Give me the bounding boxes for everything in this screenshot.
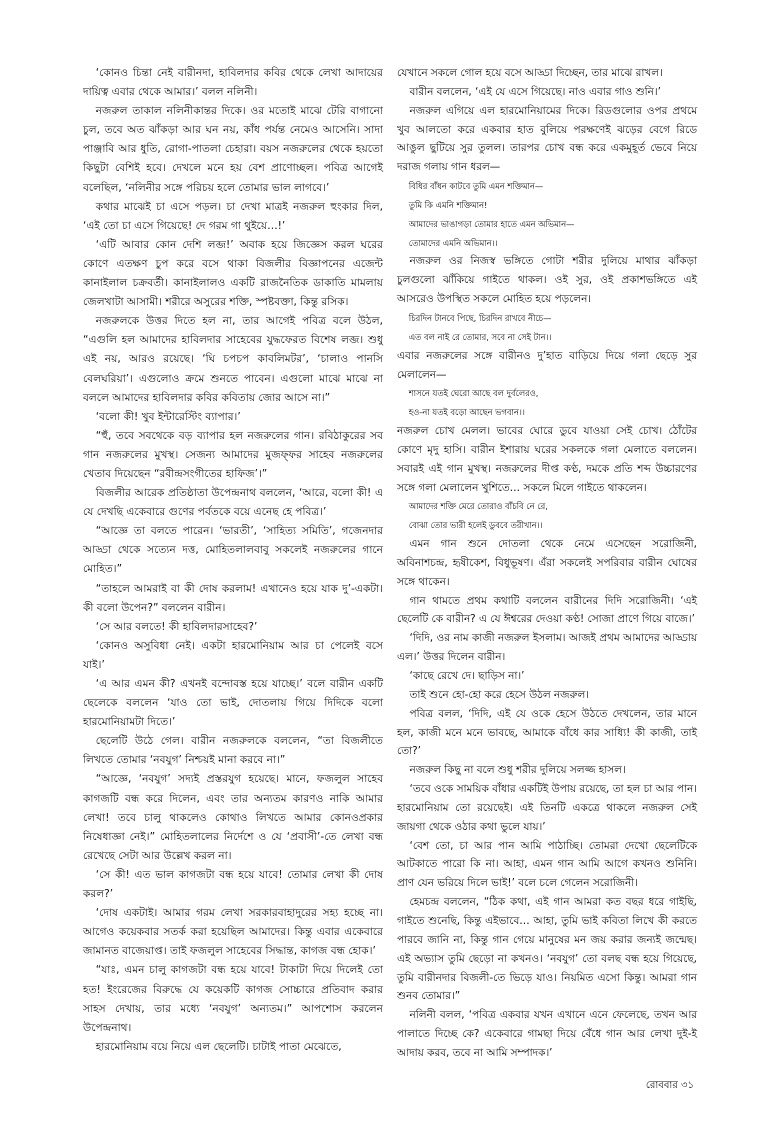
song-line: হও-না যতই বড়ো আছেন ভগবান।। xyxy=(408,407,525,418)
song-line: আমাদের শক্তি মেরে তোরাও বাঁচবি নে রে, xyxy=(408,501,548,512)
paragraph: “তাহলে আমরাই বা কী দোষ করলাম! এখানেও হয়ে যাক দু’-একটা। কী বলো উপেন?” বললেন বারীন। xyxy=(83,582,383,614)
paragraph: এমন গান শুনে দোতলা থেকে নেমে এসেছেন সরোজিনী, অবিনাশচন্দ্র, হৃষীকেশ, বিধুভূষণ। এঁরা সকলেই সপরিবার বারীন ঘোষের সঙ্গে থাকেন। xyxy=(397,538,697,588)
paragraph: ‘কাছে রেখে দে। ছাড়িস না।’ xyxy=(409,670,525,682)
paragraph: বিজলীর আরেক প্রতিষ্ঠাতা উপেন্দ্রনাথ বললেন, ‘আরে, বলো কী! এ যে দেখছি একেবারে গুণের পর্বতকে বয়ে এনেছ হে পবিত্র।’ xyxy=(83,487,383,519)
paragraph: “যাঃ, এমন চালু কাগজটা বন্ধ হয়ে যাবে! টাকাটা দিয়ে দিলেই তো হত! ইংরেজের বিরুদ্ধে যে কয়েকটি কাগজ সোচ্চারে প্রতিবাদ করার সাহস দেখায়, তার মধ্যে ‘নবযুগ’ অন্যতম।” আপশোস করলেন উপেন্দ্রনাথ। xyxy=(83,964,383,1034)
page-footer: রোববার ৩১ xyxy=(645,1080,694,1091)
right-text-column xyxy=(397,64,697,1063)
paragraph: নজরুল কিছু না বলে শুধু শরীর দুলিয়ে সলজ্জ হাসল। xyxy=(409,764,626,777)
song-verse xyxy=(397,177,697,252)
paragraph: “আজ্ঞে, ‘নবযুগ’ সদ্যই প্রস্তরযুগ হয়েছে। মানে, ফজলুল সাহেব কাগজটি বন্ধ করে দিলেন, এবং তার অন্যতম কারণও নাকি আমার লেখা! তবে চালু থাকলেও কোথাও লিখতে আমার কোনওপ্রকার নিষেধাজ্ঞা নেই।” মোহিতলালের নির্দেশে ও যে ‘প্রবাসী’-তে লেখা বন্ধ রেখেছে সেটা আর উল্লেখ করল না। xyxy=(83,773,383,862)
song-line: চিরদিন টানবে পিছে, চিরদিন রাখবে নীচে— xyxy=(408,312,552,323)
song-verse xyxy=(397,384,697,422)
paragraph: তাই শুনে হো-হো করে হেসে উঠল নজরুল। xyxy=(409,688,590,701)
song-line: আমাদের ভাঙাগড়া তোমার হাতে এমন অভিমান— xyxy=(408,218,575,229)
paragraph: যেখানে সকলে গোল হয়ে বসে আড্ডা দিচ্ছেন, তার মাঝে রাখল। xyxy=(397,67,663,79)
song-line: বিধির বাঁধন কাটবে তুমি এমন শক্তিমান— xyxy=(408,181,544,192)
paragraph: ‘তবে ওকে সাময়িক বাঁধার একটিই উপায় রয়েছে, তা হল চা আর পান। হারমোনিয়াম তো রয়েছেই। এই তিনটি একত্রে থাকলে নজরুল সেই জায়গা থেকে ওঠার কথা ভুলে যায়।’ xyxy=(397,783,697,833)
paragraph: ‘সে আর বলতে! কী হাবিলদারসাহেব?’ xyxy=(95,620,258,633)
paragraph: ‘দিদি, ওর নাম কাজী নজরুল ইসলাম। আজই প্রথম আমাদের আড্ডায় এল।’ উত্তর দিলেন বারীন। xyxy=(397,632,697,664)
paragraph: নলিনী বলল, ‘পবিত্র একবার যখন এখানে এনে ফেলেছে, তখন আর পালাতে দিচ্ছে কে? একেবারে গামছা দিয়ে বেঁধে গান আর লেখা দুই-ই আদায় করব, তবে না আমি সম্পাদক।’ xyxy=(397,1009,697,1059)
paragraph: নজরুল চোখ মেলল। ভাবের ঘোরে ডুবে যাওয়া সেই চোখ। ঠোঁটের কোণে মৃদু হাসি। বারীন ইশারায় ঘরের সকলকে গলা মেলাতে বললেন। সবারই এই গান মুখস্থ। নজরুলের দীপ্ত কণ্ঠ, দমকে প্রতি শব্দ উচ্চারণের সঙ্গে গলা মেলালেন খুশিতে… সকলে মিলে গাইতে থাকলেন। xyxy=(397,425,697,494)
paragraph: ‘সে কী! এত ভাল কাগজটা বন্ধ হয়ে যাবে! তোমার লেখা কী দোষ করল?’ xyxy=(83,868,383,901)
paragraph: নজরুলকে উত্তর দিতে হল না, তার আগেই পবিত্র বলে উঠল, “এগুলি হল আমাদের হাবিলদার সাহেবের যুদ্ধফেরত বিশেষ লব্জ। শুধু এই নয়, আরও রয়েছে। ‘ঘি চপচপ কাবলিমটর’, ‘চালাও পানসি বেলঘরিয়া’। এগুলোও ক্রমে শুনতে পাবেন। এগুলো মাঝে মাঝে না বললে আমাদের হাবিলদার কবির কবিতায় জোর আসে না।” xyxy=(83,315,383,404)
paragraph: নজরুল তাকাল নলিনীকান্তর দিকে। ওর মতোই মাঝে টেরি বাগানো চুল, তবে অত ঝাঁকড়া আর ঘন নয়, কাঁধ পর্যন্ত নেমেও আসেনি। সাদা পাঞ্জাবি আর ধুতি, রোগা-পাতলা চেহারা। বয়স নজরুলের থেকে হয়তো কিছুটা বেশিই হবে। দেখলে মনে হয় বেশ প্রাণোচ্ছল। পবিত্র আগেই বলেছিল, ‘নলিনীর সঙ্গে পরিচয় হলে তোমার ভাল লাগবে।’ xyxy=(83,105,383,194)
paragraph: ছেলেটি উঠে গেল। বারীন নজরুলকে বললেন, “তা বিজলীতে লিখতে তোমার ‘নবযুগ’ নিশ্চয়ই মানা করবে না।” xyxy=(83,735,383,767)
paragraph: ‘এটি আবার কোন দেশি লব্জ!’ অবাক হয়ে জিজ্ঞেস করল ঘরের কোণে এতক্ষণ চুপ করে বসে থাকা বিজলীর বিজ্ঞাপনের এজেন্ট কানাইলাল চক্রবর্তী। কানাইলালও একটি রাজনৈতিক ডাকাতি মামলায় জেলখাটা আসামী। শরীরে অসুরের শক্তি, স্পষ্টবক্তা, কিন্তু রসিক। xyxy=(83,238,383,309)
song-line: তোমাদের এমনি অভিমান।। xyxy=(408,237,498,248)
song-line: শাসনে যতই ঘেরো আছে বল দুর্বলেরও, xyxy=(408,388,539,399)
paragraph: ‘এ আর এমন কী? এখনই বন্দোবস্ত হয়ে যাচ্ছে।’ বলে বারীন একটি ছেলেকে বললেন ‘যাও তো ভাই, দোতলায় গিয়ে দিদিকে বলো হারমোনিয়ামটা দিতে।’ xyxy=(83,678,383,729)
paragraph: এবার নজরুলের সঙ্গে বারীনও দু’হাত বাড়িয়ে দিয়ে গলা ছেড়ে সুর মেলালেন— xyxy=(397,349,697,381)
paragraph: ‘বলো কী! খুব ইন্টারেস্টিং ব্যাপার।’ xyxy=(95,410,241,423)
paragraph: “হুঁ, তবে সবথেকে বড় ব্যাপার হল নজরুলের গান। রবিঠাকুরের সব গান নজরুলের মুখস্থ। সেজন্য আমাদের মুজফ্ফর সাহেব নজরুলের খেতাব দিয়েছেন “রবীন্দ্রসংগীতের হাফিজ’।” xyxy=(83,429,383,480)
song-line: তুমি কি এমনি শক্তিমান! xyxy=(408,199,488,210)
paragraph: “আজ্ঞে তা বলতে পারেন। ‘ভারতী’, ‘সাহিত্য সমিতি’, গজেনদার আড্ডা থেকে সত্যেন দত্ত, মোহিতলালবাবু সকলেই নজরুলের গানে মোহিত।” xyxy=(83,525,383,576)
song-line: এত বল নাই রে তোমার, সবে না সেই টান।। xyxy=(408,331,552,342)
paragraph: বারীন বললেন, ‘এই যে এসে গিয়েছে। নাও এবার গাও শুনি।’ xyxy=(409,85,661,98)
song-verse xyxy=(397,497,697,535)
paragraph: ‘বেশ তো, চা আর পান আমি পাঠাচ্ছি। তোমরা দেখো ছেলেটিকে আটকাতে পারো কি না। আহা, এমন গান আমি আগে কখনও শুনিনি। প্রাণ যেন ভরিয়ে দিলে ভাই!’ বলে চলে গেলেন সরোজিনী। xyxy=(397,839,697,890)
paragraph: ‘কোনও চিন্তা নেই বারীনদা, হাবিলদার কবির থেকে লেখা আদায়ের দায়িত্ব এবার থেকে আমার।’ বলল নলিনী। xyxy=(83,67,383,99)
paragraph: নজরুল এগিয়ে এল হারমোনিয়ামের দিকে। রিডগুলোর ওপর প্রথমে খুব আলতো করে একবার হাত বুলিয়ে পরক্ষণেই ঝড়ের বেগে রিডে আঙুল ছুটিয়ে সুর তুলল। তারপর চোখ বন্ধ করে একমুহূর্ত ভেবে নিয়ে দরাজ গলায় গান ধরল— xyxy=(397,104,697,174)
left-text-column xyxy=(83,64,383,1057)
song-verse xyxy=(397,309,697,347)
paragraph: হারমোনিয়াম বয়ে নিয়ে এল ছেলেটি। চাটাই পাতা মেঝেতে, xyxy=(95,1040,342,1053)
paragraph: ‘কোনও অসুবিধা নেই। একটা হারমোনিয়াম আর চা পেলেই বসে যাই।’ xyxy=(83,639,383,671)
paragraph: নজরুল ওর নিজস্ব ভঙ্গিতে গোটা শরীর দুলিয়ে মাথার ঝাঁকড়া চুলগুলো ঝাঁকিয়ে গাইতে থাকল। ওই সুর, ওই প্রকাশভঙ্গিতে এই আসরেও উপস্থিত সকলে মোহিত হয়ে পড়লেন। xyxy=(397,255,697,306)
paragraph: হেমচন্দ্র বললেন, “ঠিক কথা, এই গান আমরা কত বছর ধরে গাইছি, গাইতে শুনেছি, কিন্তু এইভাবে… আহা, তুমি ভাই কবিতা লিখে কী করতে পারবে জানি না, কিন্তু গান গেয়ে মানুষের মন জয় করার জন্যই জন্মেছ। এই অভ্যাস তুমি ছেড়ো না কখনও। ‘নবযুগ’ তো বলছ বন্ধ হয়ে গিয়েছে, তুমি বারীনদার বিজলী-তে ভিড়ে যাও। নিয়মিত এসো কিন্তু। আমরা গান শুনব তোমার।” xyxy=(397,896,697,1003)
paragraph: কথার মাঝেই চা এসে পড়ল। চা দেখা মাত্রই নজরুল হুংকার দিল, ‘এই তো চা এসে গিয়েছে! দে গরম গা থুইয়ে…!’ xyxy=(83,200,383,232)
paragraph: ‘দোষ একটাই। আমার গরম লেখা সরকারবাহাদুরের সহ্য হচ্ছে না। আগেও কয়েকবার সতর্ক করা হয়েছিল আমাদের। কিন্তু এবার একেবারে জামানত বাজেয়াপ্ত। তাই ফজলুল সাহেবের সিদ্ধান্ত, কাগজ বন্ধ হোক।’ xyxy=(83,907,383,958)
song-line: বোঝা তোর ভারী হলেই ডুববে তরীখান।। xyxy=(408,520,543,531)
paragraph: পবিত্র বলল, ‘দিদি, এই যে ওকে হেসে উঠতে দেখলেন, তার মানে হল, কাজী মনে মনে ভাবছে, আমাকে বাঁধে কার সাধ্যি! কী কাজী, তাই তো?’ xyxy=(397,707,697,758)
paragraph: গান থামতে প্রথম কথাটি বললেন বারীনের দিদি সরোজিনী। ‘এই ছেলেটি কে বারীন? এ যে ঈশ্বরের দেওয়া কণ্ঠ! সোজা প্রাণে গিয়ে বাজে।’ xyxy=(397,594,697,626)
